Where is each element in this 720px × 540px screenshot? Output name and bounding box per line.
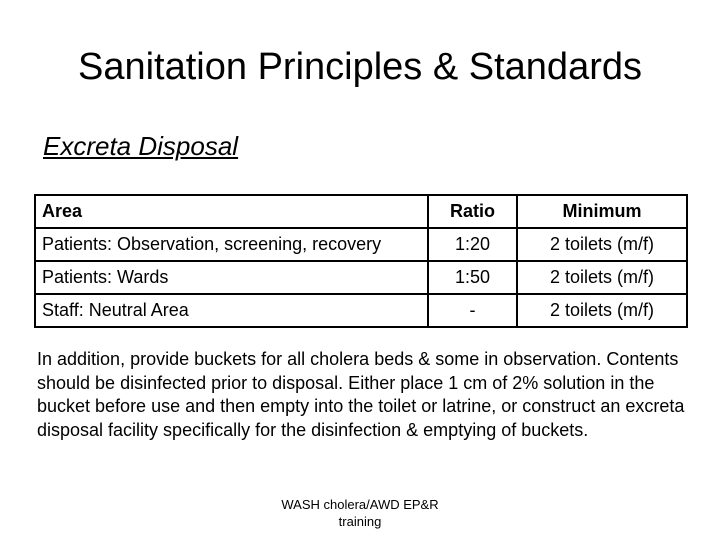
footer-line-2: training	[338, 514, 382, 529]
cell-area: Patients: Wards	[35, 261, 428, 294]
cell-ratio: -	[428, 294, 517, 327]
standards-table	[34, 194, 688, 328]
table-row	[35, 261, 687, 294]
section-heading: Excreta Disposal	[43, 131, 239, 161]
cell-area: Patients: Observation, screening, recovery	[35, 228, 428, 261]
cell-ratio: 1:50	[428, 261, 517, 294]
header-area: Area	[35, 195, 428, 228]
header-minimum: Minimum	[517, 195, 687, 228]
cell-minimum: 2 toilets (m/f)	[517, 228, 687, 261]
footer-line-1: WASH cholera/AWD EP&R	[281, 497, 439, 512]
cell-minimum: 2 toilets (m/f)	[517, 294, 687, 327]
table-row	[35, 294, 687, 327]
header-ratio: Ratio	[428, 195, 517, 228]
slide-title: Sanitation Principles & Standards	[78, 46, 642, 88]
table-row	[35, 228, 687, 261]
table-header-row	[35, 195, 687, 228]
cell-area: Staff: Neutral Area	[35, 294, 428, 327]
footer	[260, 496, 460, 530]
cell-minimum: 2 toilets (m/f)	[517, 261, 687, 294]
cell-ratio: 1:20	[428, 228, 517, 261]
body-paragraph: In addition, provide buckets for all cholera beds & some in observation. Contents should be disinfected prior to disposal. Either place 1 cm of 2% solution in the bucket before use and then empty into the toilet or latrine, or construct an excreta disposal facility specifically for the disinfection & emptying of buckets.	[37, 349, 685, 440]
